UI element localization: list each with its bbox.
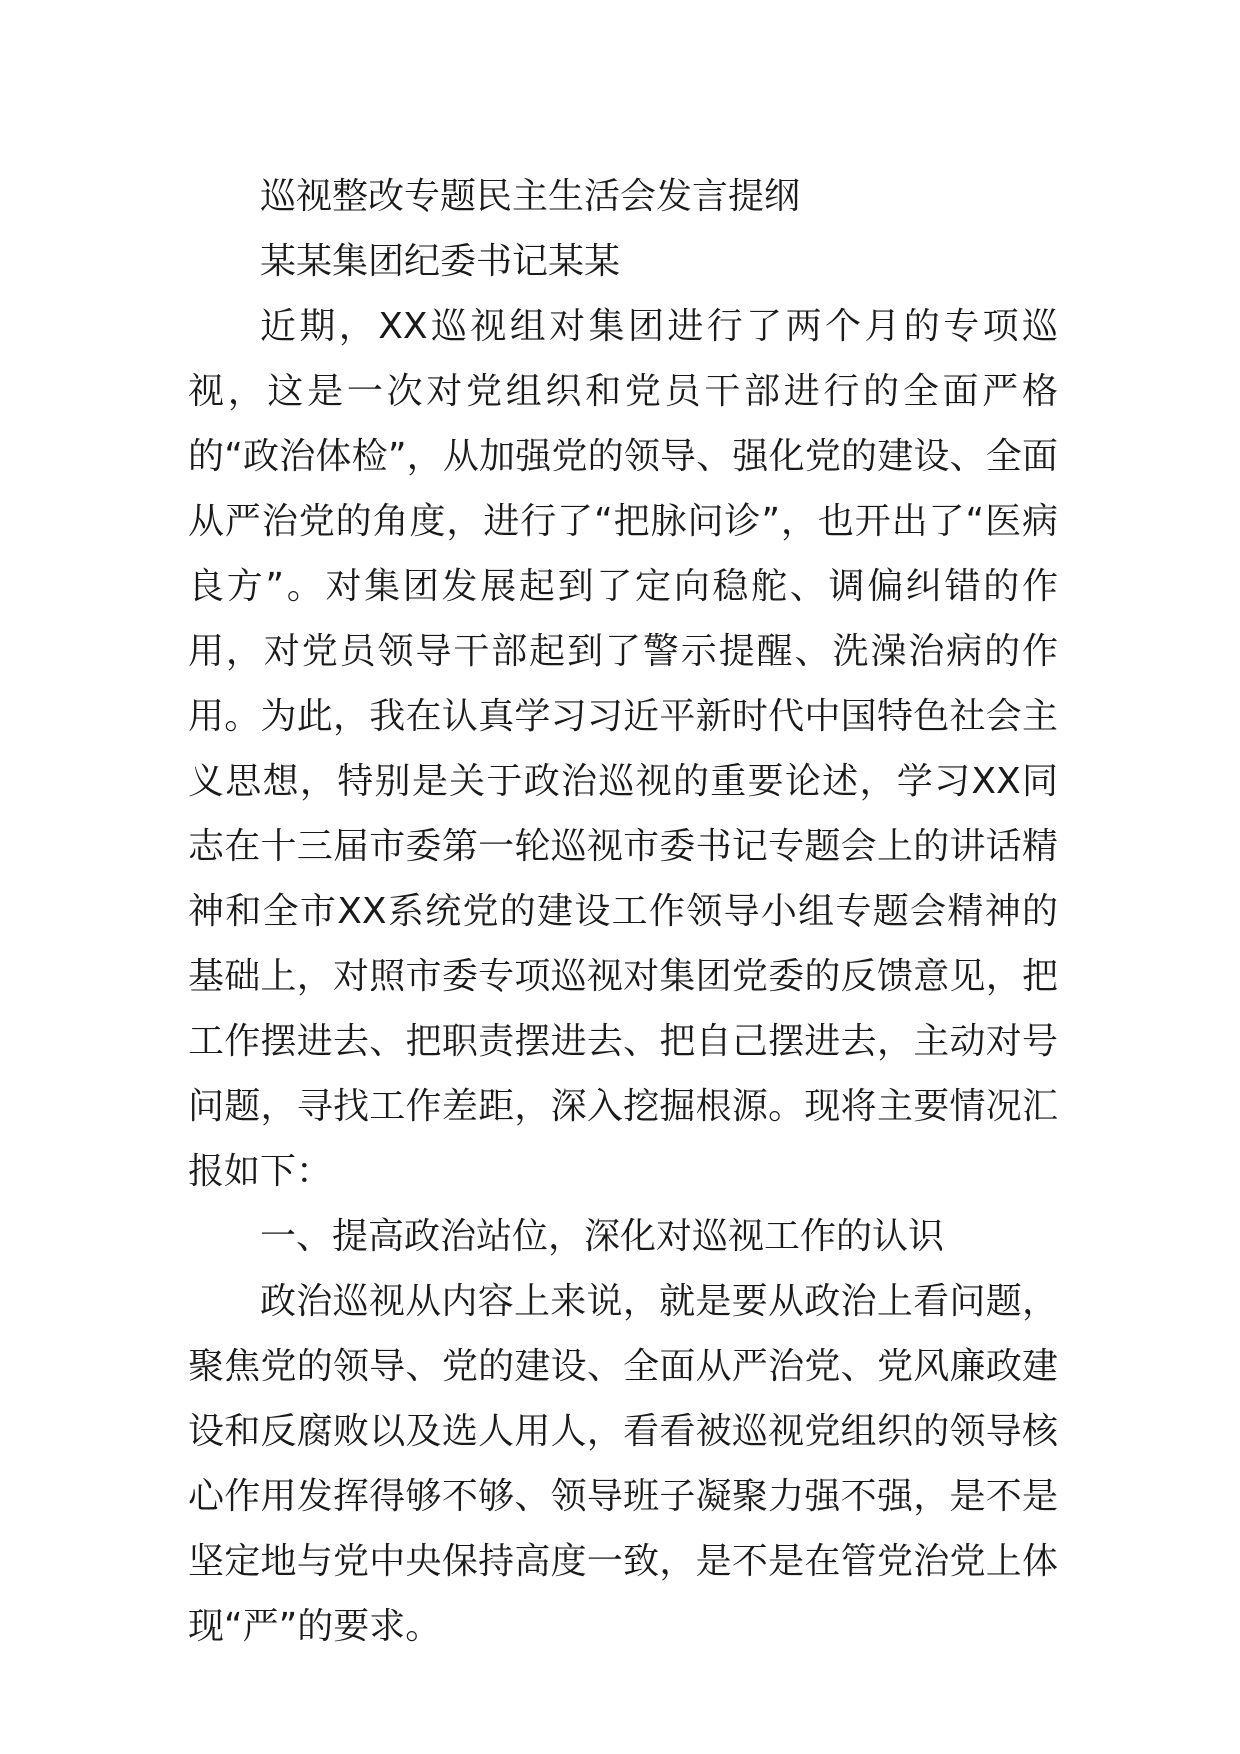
document-author: 某某集团纪委书记某某 (260, 241, 621, 282)
section-heading: 一、提高政治站位，深化对巡视工作的认识 (260, 1216, 945, 1257)
intro-paragraph: 近期，XX巡视组对集团进行了两个月的专项巡视，这是一次对党组织和党员干部进行的全面严格的“政治体检”，从加强党的领导、强化党的建设、全面从严治党的角度，进行了“把脉问诊”，也开出了“医病良方”。对集团发展起到了定向稳舵、调偏纠错的作用，对党员领导干部起到了警示提醒、洗澡治病的作用。为此，我在认真学习习近平新时代中国特色社会主义思想，特别是关于政治巡视的重要论述，学习XX同志在十三届市委第一轮巡视市委书记专题会上的讲话精神和全市XX系统党的建设工作领导小组专题会精神的基础上，对照市委专项巡视对集团党委的反馈意见，把工作摆进去、把职责摆进去、把自己摆进去，主动对号问题，寻找工作差距，深入挖掘根源。现将主要情况汇报如下： (188, 306, 1058, 1192)
document-title: 巡视整改专题民主生活会发言提纲 (260, 176, 801, 217)
document-body (188, 164, 1058, 1659)
section-paragraph: 政治巡视从内容上来说，就是要从政治上看问题，聚焦党的领导、党的建设、全面从严治党、党风廉政建设和反腐败以及选人用人，看看被巡视党组织的领导核心作用发挥得够不够、领导班子凝聚力强不强，是不是坚定地与党中央保持高度一致，是不是在管党治党上体现“严”的要求。 (188, 1281, 1058, 1647)
